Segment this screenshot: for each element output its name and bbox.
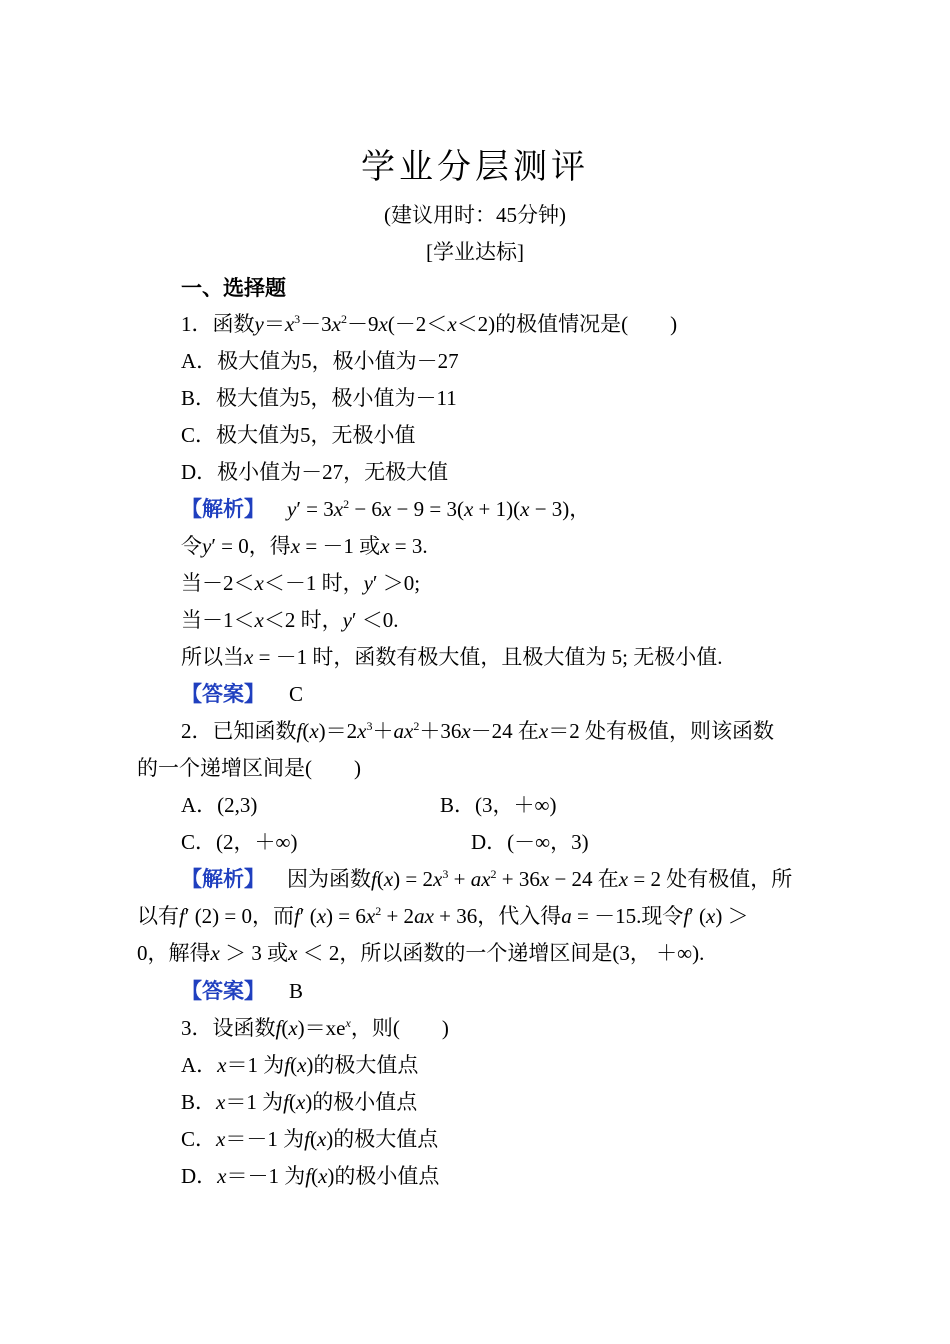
time-note: (建议用时：45分钟) (384, 203, 566, 227)
q1-option-d: D．极小值为－27，无极大值 (181, 460, 449, 484)
q2-analysis-line-3: 0，解得x ＞ 3 或x ＜ 2，所以函数的一个递增区间是(3， ＋∞). (137, 941, 705, 965)
q3-option-a: A．x＝1 为f(x)的极大值点 (181, 1053, 419, 1077)
q1-analysis-line-4: 当－1＜x＜2 时，y′ ＜0. (181, 608, 399, 632)
q2-analysis-line-2: 以有f′ (2) = 0，而f′ $(x) = 6x^2 + 2ax + 36$，代入得a = －15.现令f′ (x) ＞ (137, 904, 749, 928)
answer-label: 【答案】 (181, 979, 265, 1003)
answer-label: 【答案】 (181, 682, 265, 706)
q2-option-d: D．(－∞，3) (471, 830, 589, 854)
section-label: [学业达标] (426, 240, 524, 264)
q2-stem-line-1: 2．已知函数$f(x)=2x^3+ax^2+36x-24$ 在x＝2 处有极值，则该函数 (181, 719, 774, 743)
q2-answer (181, 977, 303, 1005)
q2-answer-value: B (289, 979, 304, 1003)
q1-analysis-line-3: 当－2＜x＜－1 时，y′ ＞0; (181, 571, 421, 595)
q2-stem-line-2: 的一个递增区间是( ) (137, 756, 361, 780)
q1-analysis-line-5: 所以当x = －1 时，函数有极大值，且极大值为 5; 无极小值. (181, 645, 723, 669)
q1-analysis-line-1: 【解析】 $y' = 3x^2 - 6x - 9 = 3(x + 1)(x - 3)$， (181, 497, 591, 521)
q3-stem: 3．设函数$f(x)=xe^x$，则( ) (181, 1016, 449, 1040)
q2-option-a: A．(2,3) (181, 793, 258, 817)
q2-analysis-line-1: 【解析】 因为函数$f(x) = 2x^3 + ax^2 + 36x - 24$ 在x = 2 处有极值，所 (181, 867, 793, 891)
q3-option-c: C．x＝－1 为f(x)的极大值点 (181, 1127, 439, 1151)
q1-answer (181, 680, 303, 708)
part-heading: 一、选择题 (181, 276, 286, 300)
page-title: 学业分层测评 (361, 149, 589, 186)
q1-answer-value: C (289, 682, 304, 706)
q2-option-c: C．(2，＋∞) (181, 830, 298, 854)
q3-option-b: B．x＝1 为f(x)的极小值点 (181, 1090, 418, 1114)
q1-option-b: B．极大值为5，极小值为－11 (181, 386, 457, 410)
analysis-label: 【解析】 (181, 497, 265, 521)
q1-stem: 1．函数$y=x^3-3x^2-9x(-2<x<2)$的极值情况是( ) (181, 312, 678, 336)
q2-option-b: B．(3，＋∞) (440, 793, 557, 817)
q1-option-a: A．极大值为5，极小值为－27 (181, 349, 459, 373)
q1-option-c: C．极大值为5，无极小值 (181, 423, 416, 447)
q1-analysis-line-2: 令y′ = 0，得x = －1 或x = 3. (181, 534, 428, 558)
analysis-label: 【解析】 (181, 867, 265, 891)
q3-option-d: D．x＝－1 为f(x)的极小值点 (181, 1164, 440, 1188)
